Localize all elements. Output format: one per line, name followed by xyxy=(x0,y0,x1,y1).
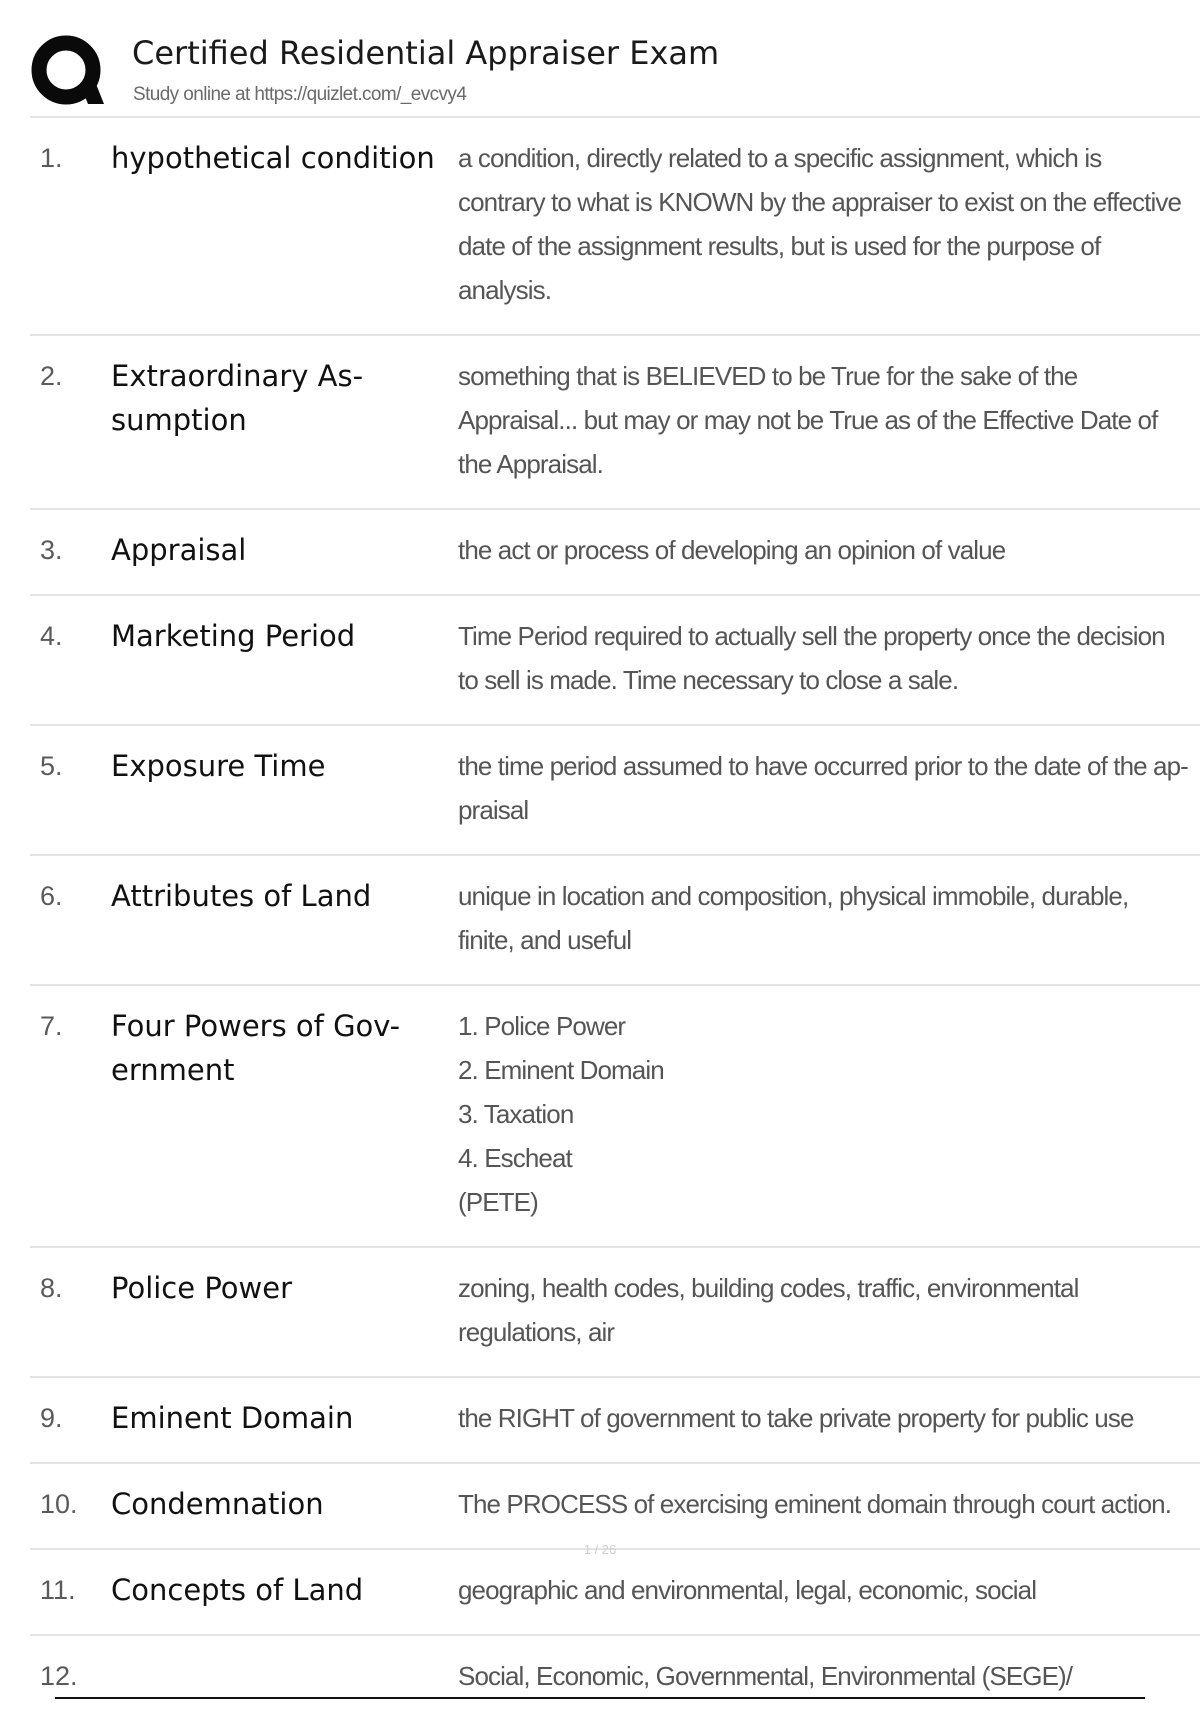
card-number: 2. xyxy=(40,361,63,391)
page-indicator: 1 / 26 xyxy=(583,1542,617,1557)
document-title: Certified Residential Appraiser Exam xyxy=(132,34,720,72)
flashcard-row xyxy=(30,1636,1200,1720)
card-term: Marketing Period xyxy=(111,619,356,653)
card-term: Condemnation xyxy=(111,1487,324,1521)
flashcard-row xyxy=(30,1248,1200,1378)
card-definition: the time period assumed to have occurred prior to the date of the ap- praisal xyxy=(458,751,1188,825)
flashcard-row xyxy=(30,510,1200,596)
card-term: Police Power xyxy=(111,1271,292,1305)
card-number: 12. xyxy=(40,1661,78,1691)
flashcard-row xyxy=(30,856,1200,986)
study-online-link[interactable]: Study online at https://quizlet.com/_evcvy4 xyxy=(133,84,467,105)
card-number: 3. xyxy=(40,535,63,565)
flashcard-row xyxy=(30,336,1200,510)
flashcard-row xyxy=(30,1464,1200,1550)
flashcard-row xyxy=(30,1550,1200,1636)
card-definition: Social, Economic, Governmental, Environmental (SEGE)/ xyxy=(458,1661,1073,1691)
document-header xyxy=(30,28,1200,116)
card-definition: Time Period required to actually sell the property once the decision to sell is made. Time necessary to close a sale. xyxy=(458,621,1165,695)
card-term: Exposure Time xyxy=(111,749,326,783)
card-number: 7. xyxy=(40,1011,63,1041)
card-term: Attributes of Land xyxy=(111,879,372,913)
flashcard-row xyxy=(30,118,1200,336)
card-number: 11. xyxy=(40,1575,76,1605)
flashcard-row xyxy=(30,1378,1200,1464)
card-definition: something that is BELIEVED to be True for the sake of the Appraisal... but may or may not be True as of the Effective Date of the Appraisal. xyxy=(458,361,1158,479)
card-definition: unique in location and composition, physical immobile, durable, finite, and useful xyxy=(458,881,1129,955)
card-number: 5. xyxy=(40,751,63,781)
flashcard-row xyxy=(30,726,1200,856)
quizlet-q-logo-icon xyxy=(30,32,110,112)
card-definition: a condition, directly related to a specific assignment, which is contrary to what is KNOWN by the appraiser to exist on the effective date of the assignment results, but is used for the purpose of analysis. xyxy=(458,143,1182,305)
card-definition: The PROCESS of exercising eminent domain through court action. xyxy=(458,1489,1172,1519)
flashcard-row xyxy=(30,986,1200,1248)
card-number: 4. xyxy=(40,621,63,651)
flashcard-row xyxy=(30,596,1200,726)
footer-divider xyxy=(55,1697,1145,1699)
card-number: 6. xyxy=(40,881,63,911)
card-number: 10. xyxy=(40,1489,78,1519)
card-term: Concepts of Land xyxy=(111,1573,364,1607)
card-term: hypothetical condition xyxy=(111,141,435,175)
card-definition: the act or process of developing an opinion of value xyxy=(458,535,1006,565)
card-term: Extraordinary As- sumption xyxy=(111,359,364,437)
card-number: 1. xyxy=(40,143,63,173)
card-term: Four Powers of Gov- ernment xyxy=(111,1009,401,1087)
card-number: 9. xyxy=(40,1403,63,1433)
card-definition: zoning, health codes, building codes, traffic, environmental regulations, air xyxy=(458,1273,1079,1347)
card-number: 8. xyxy=(40,1273,63,1303)
flashcard-list xyxy=(30,118,1200,1720)
card-definition: 1. Police Power 2. Eminent Domain 3. Taxation 4. Escheat (PETE) xyxy=(458,1011,664,1217)
card-definition: the RIGHT of government to take private property for public use xyxy=(458,1403,1134,1433)
card-term: Appraisal xyxy=(111,533,247,567)
card-definition: geographic and environmental, legal, economic, social xyxy=(458,1575,1037,1605)
card-term: Eminent Domain xyxy=(111,1401,354,1435)
